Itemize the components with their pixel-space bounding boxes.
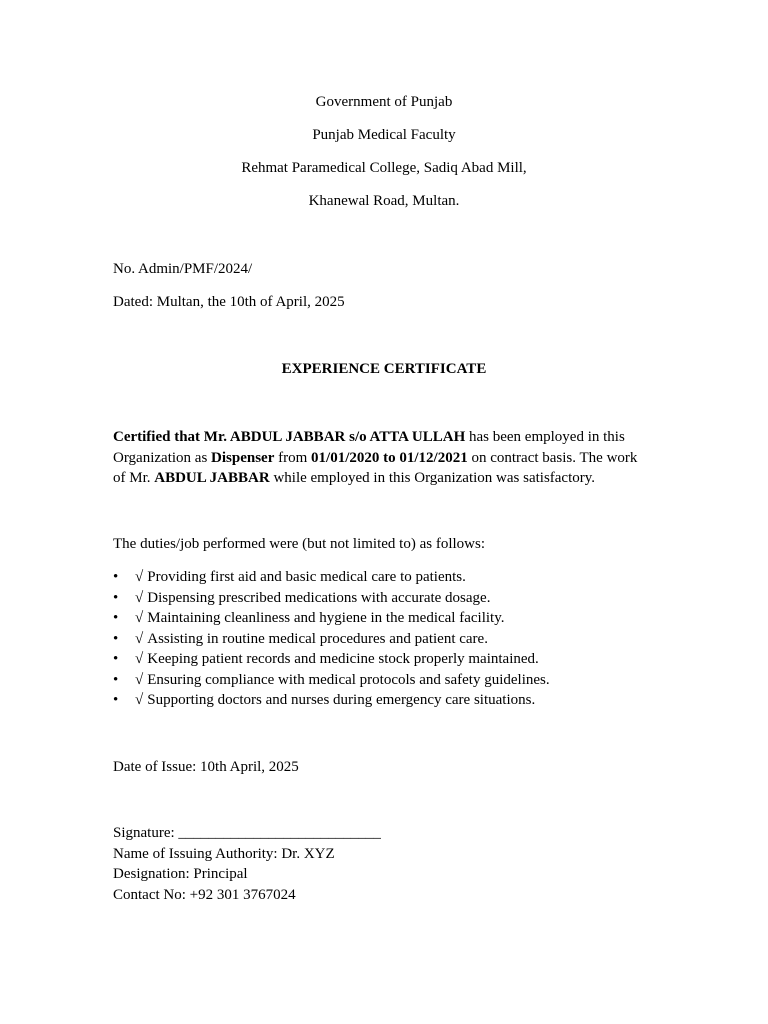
authority-designation: Designation: Principal [113,866,248,882]
body-text-1: has been employed in this Organization as [113,429,625,466]
reference-number: No. Admin/PMF/2024/ [113,261,253,277]
bullet-icon: • [113,569,119,585]
duty-text: Providing first aid and basic medical care to patients. [147,569,466,585]
list-item [113,567,673,588]
list-item [113,670,673,691]
header-faculty: Punjab Medical Faculty [312,127,456,143]
bullet-icon: • [113,651,119,667]
checkmark-icon: √ [135,671,144,688]
employee-designation: Dispenser [211,449,275,466]
employment-period: 01/01/2020 to 01/12/2021 [311,449,468,466]
duty-text: Maintaining cleanliness and hygiene in the medical facility. [147,610,505,626]
duty-text: Ensuring compliance with medical protocols and safety guidelines. [147,671,550,688]
duties-list [113,567,673,711]
duty-text: Dispensing prescribed medications with accurate dosage. [147,589,491,606]
issue-date: Date of Issue: 10th April, 2025 [113,759,299,775]
reference-date: Dated: Multan, the 10th of April, 2025 [113,294,345,310]
list-item [113,629,673,650]
checkmark-icon: √ [135,569,144,585]
header-city-address: Khanewal Road, Multan. [308,193,460,209]
list-item [113,608,673,629]
bullet-icon: • [113,589,119,606]
employee-name: ABDUL JABBAR [154,470,270,486]
duty-text: Keeping patient records and medicine stock properly maintained. [147,651,539,667]
checkmark-icon: √ [135,651,144,667]
list-item [113,588,673,609]
checkmark-icon: √ [135,589,144,606]
checkmark-icon: √ [135,630,144,647]
header-college-address: Rehmat Paramedical College, Sadiq Abad Mill, [241,160,527,176]
bullet-icon: • [113,610,119,626]
list-item [113,690,673,711]
bullet-icon: • [113,692,119,708]
duty-text: Supporting doctors and nurses during emergency care situations. [147,692,536,708]
body-text-3: on contract basis. The work of Mr. [113,449,638,486]
certification-paragraph [113,427,653,489]
body-text-2: from [274,449,312,466]
document-title: EXPERIENCE CERTIFICATE [281,361,487,377]
body-text-4: while employed in this Organization was satisfactory. [269,470,596,486]
checkmark-icon: √ [135,692,144,708]
duty-text: Assisting in routine medical procedures and patient care. [147,630,488,647]
certified-person: Certified that Mr. ABDUL JABBAR s/o ATTA ULLAH [113,429,466,445]
issuing-authority: Name of Issuing Authority: Dr. XYZ [113,845,335,862]
bullet-icon: • [113,630,119,647]
contact-number: Contact No: +92 301 3767024 [113,886,296,903]
bullet-icon: • [113,671,119,688]
duties-intro: The duties/job performed were (but not limited to) as follows: [113,536,485,552]
list-item [113,649,673,670]
signature-block [113,823,653,905]
checkmark-icon: √ [135,610,144,626]
header-government: Government of Punjab [315,94,453,110]
signature-line: Signature: ___________________________ [113,825,381,841]
